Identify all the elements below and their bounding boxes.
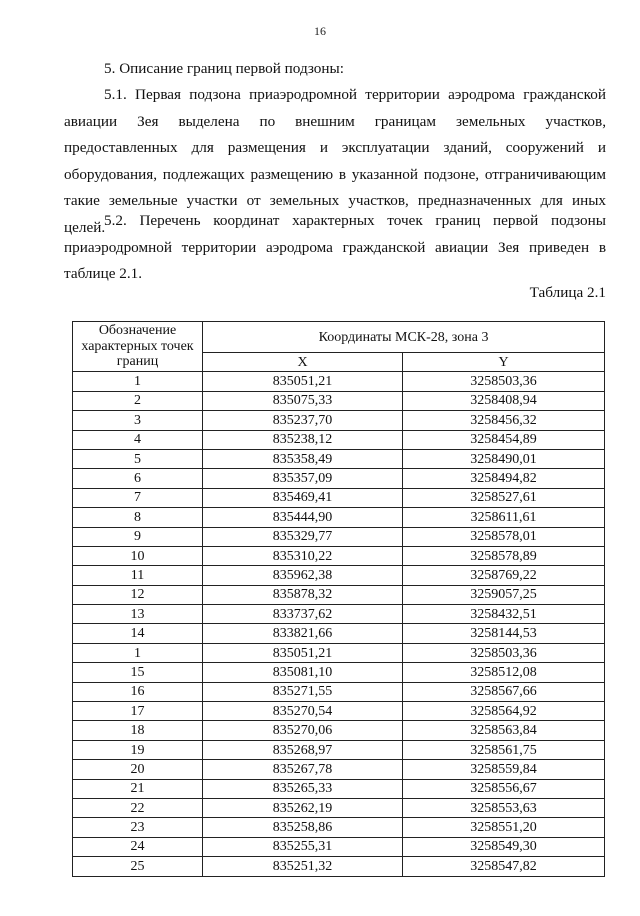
point-cell: 16	[73, 682, 203, 701]
table-row	[73, 857, 605, 876]
x-cell: 835444,90	[203, 508, 403, 527]
header-point: Обозначение характерных точек границ	[73, 322, 203, 372]
point-cell: 8	[73, 508, 203, 527]
x-cell: 835268,97	[203, 740, 403, 759]
x-cell: 835962,38	[203, 566, 403, 585]
page-number: 16	[314, 24, 326, 38]
x-cell: 835262,19	[203, 798, 403, 817]
x-cell: 835051,21	[203, 643, 403, 662]
table-row	[73, 643, 605, 662]
y-cell: 3258547,82	[403, 857, 605, 876]
table-row	[73, 566, 605, 585]
point-cell: 6	[73, 469, 203, 488]
point-cell: 4	[73, 430, 203, 449]
header-y: Y	[403, 353, 605, 372]
point-cell: 21	[73, 779, 203, 798]
y-cell: 3258578,01	[403, 527, 605, 546]
y-cell: 3258456,32	[403, 411, 605, 430]
table-row	[73, 527, 605, 546]
table-row	[73, 391, 605, 410]
y-cell: 3258144,53	[403, 624, 605, 643]
x-cell: 835075,33	[203, 391, 403, 410]
y-cell: 3258512,08	[403, 663, 605, 682]
point-cell: 5	[73, 449, 203, 468]
y-cell: 3258503,36	[403, 372, 605, 391]
point-cell: 2	[73, 391, 203, 410]
point-cell: 19	[73, 740, 203, 759]
coordinates-table	[72, 321, 605, 877]
x-cell: 835271,55	[203, 682, 403, 701]
table-row	[73, 449, 605, 468]
y-cell: 3258769,22	[403, 566, 605, 585]
table-row	[73, 779, 605, 798]
y-cell: 3258527,61	[403, 488, 605, 507]
table-caption: Таблица 2.1	[529, 284, 606, 301]
x-cell: 835358,49	[203, 449, 403, 468]
y-cell: 3258563,84	[403, 721, 605, 740]
y-cell: 3258567,66	[403, 682, 605, 701]
table-row	[73, 488, 605, 507]
point-cell: 7	[73, 488, 203, 507]
table-row	[73, 372, 605, 391]
x-cell: 833821,66	[203, 624, 403, 643]
table-row	[73, 740, 605, 759]
table-row	[73, 546, 605, 565]
point-cell: 10	[73, 546, 203, 565]
x-cell: 835265,33	[203, 779, 403, 798]
point-cell: 3	[73, 411, 203, 430]
x-cell: 835357,09	[203, 469, 403, 488]
table-row	[73, 605, 605, 624]
x-cell: 835237,70	[203, 411, 403, 430]
y-cell: 3258549,30	[403, 837, 605, 856]
y-cell: 3258564,92	[403, 702, 605, 721]
point-cell: 24	[73, 837, 203, 856]
point-cell: 12	[73, 585, 203, 604]
table-row	[73, 624, 605, 643]
x-cell: 835469,41	[203, 488, 403, 507]
x-cell: 835258,86	[203, 818, 403, 837]
y-cell: 3258490,01	[403, 449, 605, 468]
table-body	[73, 372, 605, 876]
y-cell: 3258611,61	[403, 508, 605, 527]
y-cell: 3258553,63	[403, 798, 605, 817]
header-coordinate-system: Координаты МСК-28, зона 3	[203, 322, 605, 353]
table-row	[73, 663, 605, 682]
section-heading	[64, 56, 606, 83]
table-row	[73, 508, 605, 527]
x-cell: 835238,12	[203, 430, 403, 449]
table-row	[73, 585, 605, 604]
x-cell: 835329,77	[203, 527, 403, 546]
table-row	[73, 798, 605, 817]
table-row	[73, 411, 605, 430]
y-cell: 3258559,84	[403, 760, 605, 779]
y-cell: 3258432,51	[403, 605, 605, 624]
x-cell: 835267,78	[203, 760, 403, 779]
point-cell: 20	[73, 760, 203, 779]
point-cell: 11	[73, 566, 203, 585]
y-cell: 3258578,89	[403, 546, 605, 565]
table-row	[73, 818, 605, 837]
paragraph-5-1-text: 5.1. Первая подзона приаэродромной территории аэродрома гражданской авиации Зея выделена по внешним границам земельных участков, предоставленных для размещения и эксплуатации зданий, сооружений и оборудования, подлежащих размещению в указанной подзоне, отграничивающим такие земельные участки от земельных участков, предназначенных для иных целей.	[64, 86, 606, 236]
x-cell: 835270,06	[203, 721, 403, 740]
paragraph-5-2	[64, 208, 606, 288]
paragraph-5-2-text: 5.2. Перечень координат характерных точек границ первой подзоны приаэродромной территории аэродрома гражданской авиации Зея приведен в таблице 2.1.	[64, 212, 606, 282]
y-cell: 3258454,89	[403, 430, 605, 449]
y-cell: 3258503,36	[403, 643, 605, 662]
x-cell: 835310,22	[203, 546, 403, 565]
table-row	[73, 721, 605, 740]
point-cell: 18	[73, 721, 203, 740]
point-cell: 13	[73, 605, 203, 624]
table-row	[73, 682, 605, 701]
section-heading-text: 5. Описание границ первой подзоны:	[104, 60, 344, 77]
table-row	[73, 760, 605, 779]
point-cell: 17	[73, 702, 203, 721]
table-row	[73, 702, 605, 721]
x-cell: 835270,54	[203, 702, 403, 721]
point-cell: 1	[73, 372, 203, 391]
point-cell: 9	[73, 527, 203, 546]
x-cell: 835255,31	[203, 837, 403, 856]
point-cell: 15	[73, 663, 203, 682]
y-cell: 3258556,67	[403, 779, 605, 798]
x-cell: 833737,62	[203, 605, 403, 624]
header-x: X	[203, 353, 403, 372]
x-cell: 835878,32	[203, 585, 403, 604]
point-cell: 14	[73, 624, 203, 643]
y-cell: 3258551,20	[403, 818, 605, 837]
point-cell: 1	[73, 643, 203, 662]
table-row	[73, 430, 605, 449]
x-cell: 835251,32	[203, 857, 403, 876]
point-cell: 23	[73, 818, 203, 837]
y-cell: 3258561,75	[403, 740, 605, 759]
x-cell: 835051,21	[203, 372, 403, 391]
y-cell: 3259057,25	[403, 585, 605, 604]
table-row	[73, 469, 605, 488]
y-cell: 3258494,82	[403, 469, 605, 488]
y-cell: 3258408,94	[403, 391, 605, 410]
point-cell: 25	[73, 857, 203, 876]
table-row	[73, 837, 605, 856]
point-cell: 22	[73, 798, 203, 817]
x-cell: 835081,10	[203, 663, 403, 682]
